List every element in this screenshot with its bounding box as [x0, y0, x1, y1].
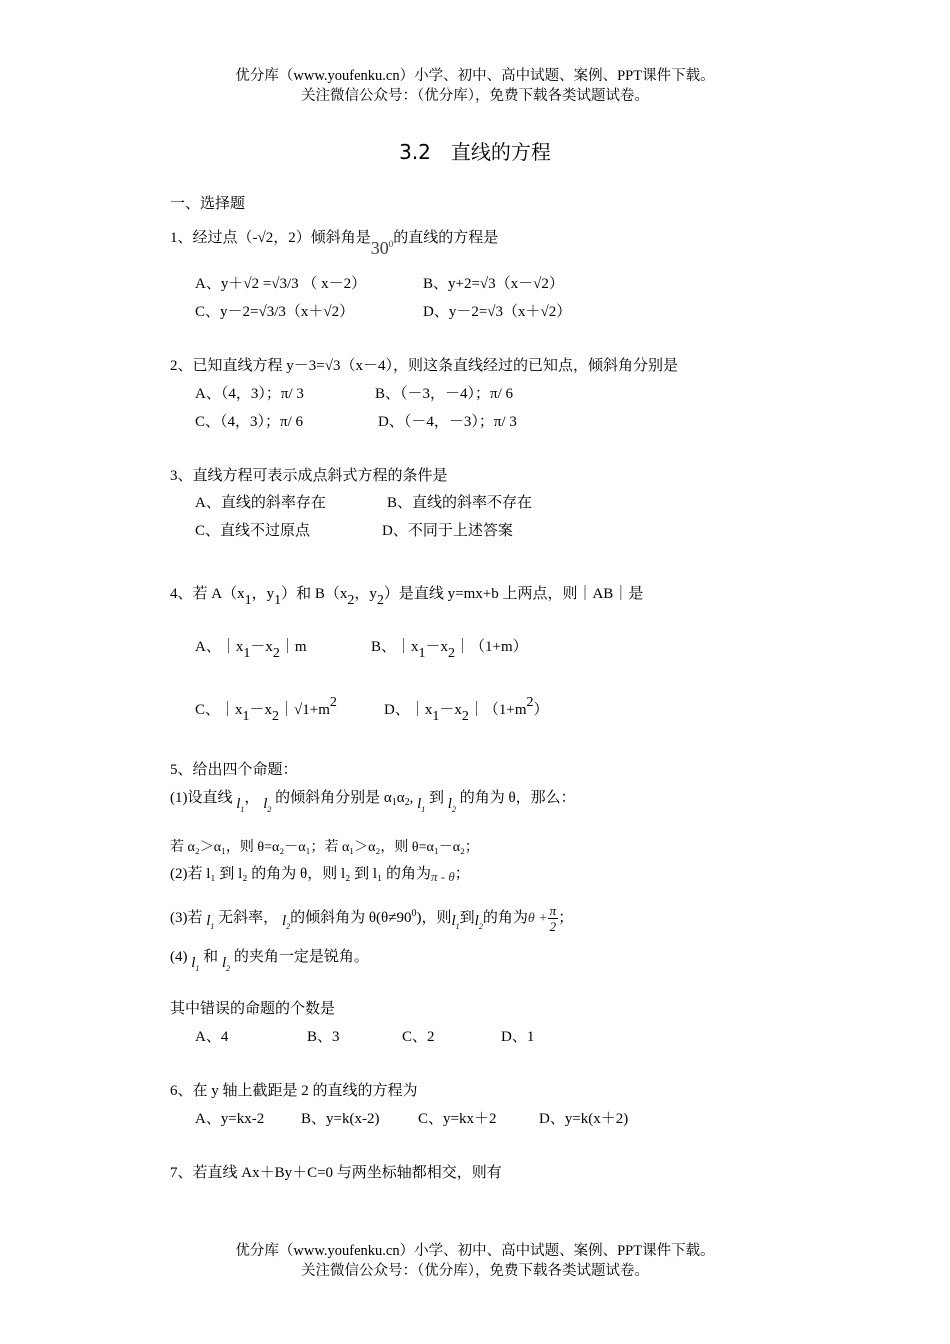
footer-line-2: 关注微信公众号：（优分库），免费下载各类试题试卷。	[301, 1263, 649, 1279]
line-l2-symbol: $l_2$	[447, 796, 456, 814]
line-l1-symbol: $l_1$	[417, 796, 426, 814]
question-1-option-d[interactable]: D、y－2=√3（x＋√2）	[423, 304, 572, 320]
footer-line-1: 优分库（www.youfenku.cn）小学、初中、高中试题、案例、PPT课件下载。	[235, 1243, 715, 1259]
line-l2-symbol: $l_2$	[474, 912, 483, 931]
question-6-option-b[interactable]: B、y=k(x-2)	[301, 1111, 380, 1127]
question-1-stem: 1、经过点（-√2，2）倾斜角是$30^0$的直线的方程是	[170, 230, 499, 258]
question-2-option-b[interactable]: B、（－3，－4）；π/ 6	[375, 386, 513, 402]
question-5-proposition-3: (3)若 $l_1$ 无斜率， $l_2$的倾斜角为 $\theta(\theta\ne 90^0)$，则$l_1$到$l_2$的角为θ + $\frac{\pi}{2}$ ；	[170, 903, 573, 934]
line-l2-symbol: $l_2$	[263, 796, 272, 814]
section-heading: 一、选择题	[170, 196, 246, 212]
question-2-option-c[interactable]: C、（4，3）；π/ 6	[195, 414, 303, 430]
line-l1-symbol: $l_1$	[236, 796, 245, 814]
page-title: 3.2 直线的方程	[399, 140, 551, 164]
header-line-2: 关注微信公众号：（优分库），免费下载各类试题试卷。	[301, 88, 649, 104]
question-6-stem: 6、在 y 轴上截距是 2 的直线的方程为	[170, 1083, 418, 1099]
question-2-option-d[interactable]: D、（－4，－3）；π/ 3	[378, 414, 517, 430]
question-5-stem: 5、给出四个命题：	[170, 762, 298, 778]
question-4-option-c[interactable]: C、$|x_1-x_2|√1+m^2$	[195, 695, 337, 724]
question-5-option-b[interactable]: B、3	[307, 1029, 340, 1045]
question-2-stem: 2、已知直线方程 y－3=√3（x－4），则这条直线经过的已知点，倾斜角分别是	[170, 358, 678, 374]
question-4-option-d[interactable]: D、$|x_1-x_2|(1+m^2)$	[384, 695, 549, 724]
question-6-option-d[interactable]: D、y=k(x＋2)	[539, 1111, 629, 1127]
line-l2-symbol: $l_2$	[281, 912, 291, 931]
question-5-option-d[interactable]: D、1	[501, 1029, 535, 1045]
question-6-option-c[interactable]: C、y=kx＋2	[418, 1111, 497, 1127]
question-4-stem: 4、若 $A(x_1$，$y_1$）和 $B(x_2$，$y_2$）是直线 y=mx+b 上两点，则｜AB｜是	[170, 586, 644, 608]
question-5-ask: 其中错误的命题的个数是	[170, 1001, 336, 1017]
question-5-option-a[interactable]: A、4	[195, 1029, 229, 1045]
question-5-proposition-1: (1)设直线 $l_1$， $l_2$ 的倾斜角分别是 $\alpha_1\alpha_2$, $l_1$ 到 $l_2$ 的角为 θ，那么：	[170, 788, 576, 814]
question-1-option-b[interactable]: B、y+2=√3（x－√2）	[423, 276, 564, 292]
question-4-option-a[interactable]: A、$|x_1-x_2|m$	[195, 639, 307, 661]
question-5-proposition-4: (4) $l_1$ 和 $l_2$ 的夹角一定是锐角。	[170, 947, 369, 973]
line-l2-symbol: $l_2$	[221, 955, 231, 973]
question-6-option-a[interactable]: A、y=kx-2	[195, 1111, 265, 1127]
question-3-option-d[interactable]: D、不同于上述答案	[382, 523, 513, 539]
question-4-option-b[interactable]: B、$|x_1-x_2|(1+m)$	[371, 639, 528, 661]
question-5-option-c[interactable]: C、2	[402, 1029, 435, 1045]
question-3-option-a[interactable]: A、直线的斜率存在	[195, 495, 326, 511]
question-5-proposition-1-cases: 若 α₂＞α₁，则 θ=α₂－α₁；若 α₁＞α₂，则 θ=α₁－α₂；	[170, 840, 479, 855]
line-l1-symbol: $l_1$	[191, 955, 200, 973]
line-l1-symbol: $l_1$	[206, 912, 215, 931]
question-1-option-c[interactable]: C、y－2=√3/3（x＋√2）	[195, 304, 355, 320]
question-7-stem: 7、若直线 Ax＋By＋C=0 与两坐标轴都相交，则有	[170, 1165, 502, 1181]
question-3-option-b[interactable]: B、直线的斜率不存在	[387, 495, 533, 511]
header-line-1: 优分库（www.youfenku.cn）小学、初中、高中试题、案例、PPT课件下载。	[235, 68, 715, 84]
pi-over-2-fraction: $\frac{\pi}{2}$	[549, 903, 557, 934]
question-3-option-c[interactable]: C、直线不过原点	[195, 523, 311, 539]
question-3-stem: 3、直线方程可表示成点斜式方程的条件是	[170, 468, 448, 484]
question-1-option-a[interactable]: A、y＋√2 =√3/3 （ x－2）	[195, 276, 367, 292]
question-5-proposition-2: (2)若 l₁ 到 l₂ 的角为 θ，则 l₂ 到 l₁ 的角为π - θ；	[170, 866, 470, 884]
line-l1-symbol: $l_1$	[451, 912, 460, 931]
question-2-option-a[interactable]: A、（4，3）；π/ 3	[195, 386, 304, 402]
